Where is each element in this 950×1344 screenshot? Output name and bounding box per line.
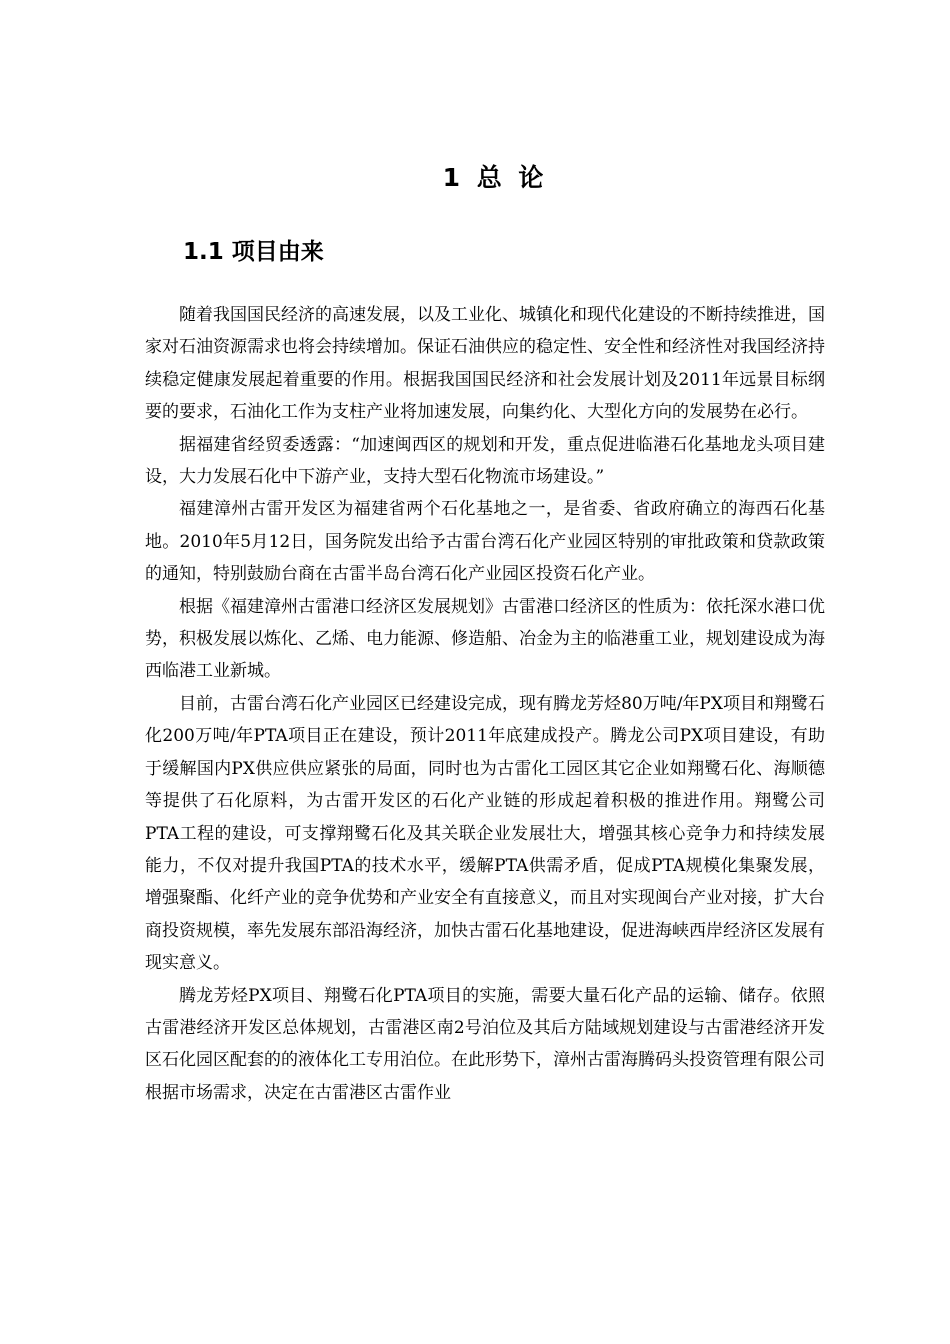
body-text (145, 299, 825, 1109)
paragraph: 随着我国国民经济的高速发展，以及工业化、城镇化和现代化建设的不断持续推进，国家对石油资源需求也将会持续增加。保证石油供应的稳定性、安全性和经济性对我国经济持续稳定健康发展起着重要的作用。根据我国国民经济和社会发展计划及2011年远景目标纲要的要求，石油化工作为支柱产业将加速发展，向集约化、大型化方向的发展势在必行。 (145, 305, 825, 423)
paragraph: 福建漳州古雷开发区为福建省两个石化基地之一，是省委、省政府确立的海西石化基地。2010年5月12日，国务院发出给予古雷台湾石化产业园区特别的审批政策和贷款政策的通知，特别鼓励台商在古雷半岛台湾石化产业园区投资石化产业。 (145, 499, 825, 585)
paragraph: 据福建省经贸委透露：“加速闽西区的规划和开发，重点促进临港石化基地龙头项目建设，大力发展石化中下游产业，支持大型石化物流市场建设。” (145, 434, 825, 488)
section-title: 1.1 项目由来 (183, 239, 324, 265)
paragraph: 腾龙芳烃PX项目、翔鹭石化PTA项目的实施，需要大量石化产品的运输、储存。依照古雷港经济开发区总体规划，古雷港区南2号泊位及其后方陆域规划建设与古雷港经济开发区石化园区配套的的液体化工专用泊位。在此形势下，漳州古雷海腾码头投资管理有限公司根据市场需求，决定在古雷港区古雷作业 (145, 985, 825, 1103)
paragraph: 根据《福建漳州古雷港口经济区发展规划》古雷港口经济区的性质为：依托深水港口优势，积极发展以炼化、乙烯、电力能源、修造船、冶金为主的临港重工业，规划建设成为海西临港工业新城。 (145, 596, 825, 682)
chapter-title: 1 总 论 (442, 163, 548, 192)
paragraph: 目前，古雷台湾石化产业园区已经建设完成，现有腾龙芳烃80万吨/年PX项目和翔鹭石化200万吨/年PTA项目正在建设，预计2011年底建成投产。腾龙公司PX项目建设，有助于缓解国内PX供应供应紧张的局面，同时也为古雷化工园区其它企业如翔鹭石化、海顺德等提供了石化原料，为古雷开发区的石化产业链的形成起着积极的推进作用。翔鹭公司PTA工程的建设，可支撑翔鹭石化及其关联企业发展壮大，增强其核心竞争力和持续发展能力，不仅对提升我国PTA的技术水平，缓解PTA供需矛盾，促成PTA规模化集聚发展，增强聚酯、化纤产业的竞争优势和产业安全有直接意义，而且对实现闽台产业对接，扩大台商投资规模，率先发展东部沿海经济，加快古雷石化基地建设，促进海峡西岸经济区发展有现实意义。 (145, 693, 825, 974)
